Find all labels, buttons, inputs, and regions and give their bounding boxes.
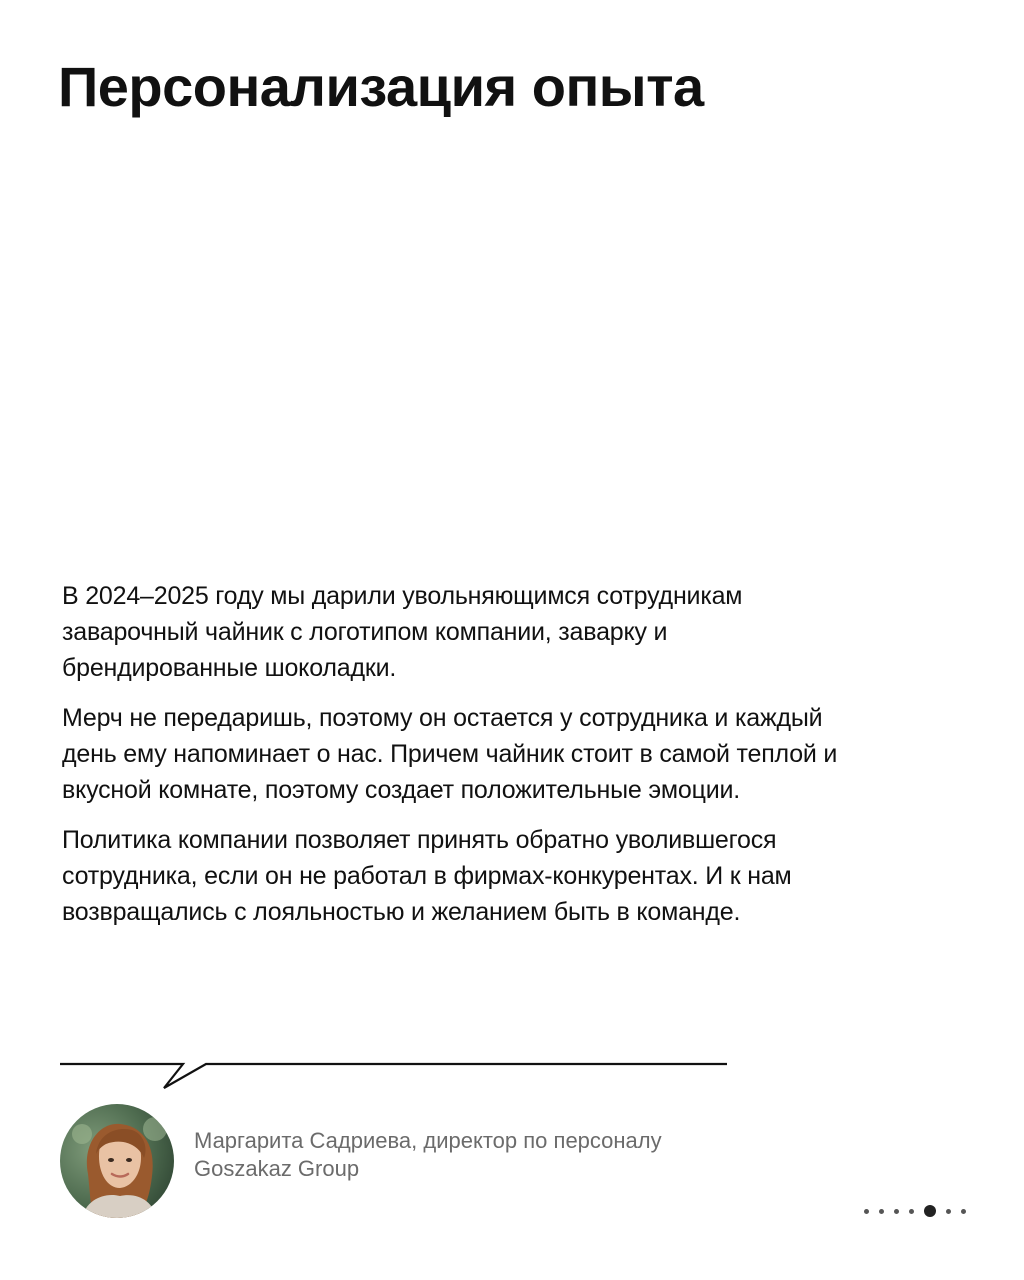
- pagination-dot[interactable]: [961, 1209, 966, 1214]
- author-caption: [194, 1127, 662, 1183]
- pagination-dot[interactable]: [864, 1209, 869, 1214]
- avatar: [60, 1104, 174, 1218]
- pagination-dot[interactable]: [879, 1209, 884, 1214]
- paragraph-1: В 2024–2025 году мы дарили увольняющимся сотрудникам заварочный чайник с логотипом компании, заварку и брендированные шоколадки.: [62, 582, 743, 682]
- speech-bubble-line-icon: [60, 1054, 730, 1094]
- page-title: Персонализация опыта: [58, 55, 704, 118]
- pagination-dot[interactable]: [894, 1209, 899, 1214]
- pagination-dots: [864, 1205, 976, 1217]
- author-company: Goszakaz Group: [194, 1156, 360, 1181]
- pagination-dot[interactable]: [909, 1209, 914, 1214]
- article-body: [62, 578, 862, 944]
- paragraph-2: Мерч не передаришь, поэтому он остается у сотрудника и каждый день ему напоминает о нас. Причем чайник стоит в самой теплой и вкусной комнате, поэтому создает положительные эмоции.: [62, 704, 838, 804]
- author-name-role: Маргарита Садриева, директор по персоналу: [194, 1128, 662, 1153]
- author-block: [60, 1104, 662, 1218]
- paragraph-3: Политика компании позволяет принять обратно уволившегося сотрудника, если он не работал в фирмах-конкурентах. И к нам возвращались с лояльностью и желанием быть в команде.: [62, 826, 792, 926]
- pagination-dot-active[interactable]: [924, 1205, 936, 1217]
- pagination-dot[interactable]: [946, 1209, 951, 1214]
